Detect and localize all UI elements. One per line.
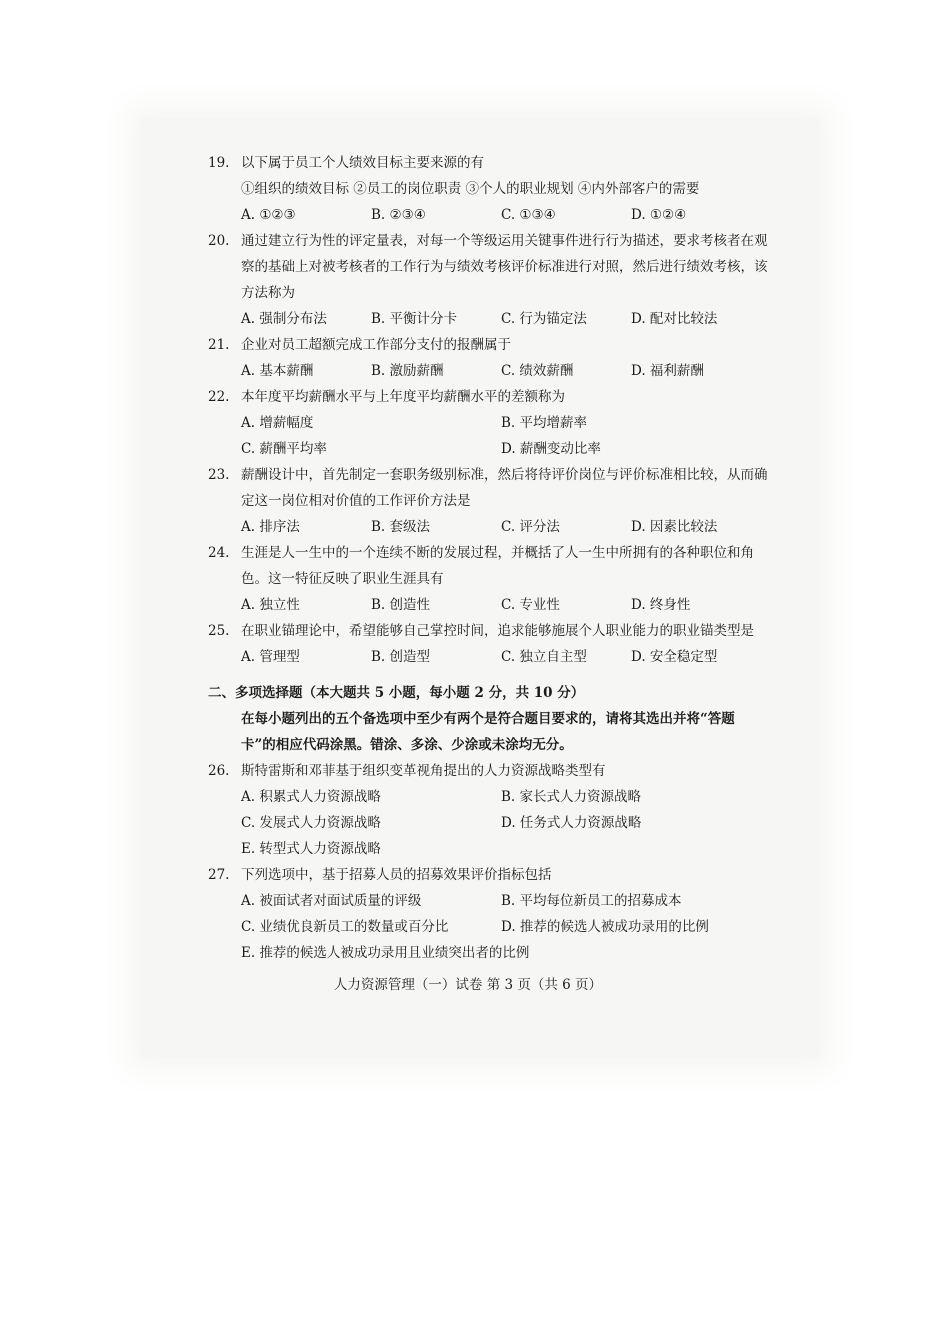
option-b: B. 家长式人力资源战略 — [501, 789, 642, 805]
question-stem: 下列选项中，基于招募人员的招募效果评价指标包括 — [241, 867, 552, 883]
question-number: 20. — [208, 233, 230, 249]
question-stem: 通过建立行为性的评定量表，对每一个等级运用关键事件进行行为描述，要求考核者在观察的基础上对被考核者的工作行为与绩效考核评价标准进行对照，然后进行绩效考核，该方法称为 — [241, 233, 768, 301]
option-d: D. 因素比较法 — [631, 519, 718, 535]
question-23 — [208, 462, 768, 540]
option-a: A. 积累式人力资源战略 — [241, 789, 381, 805]
option-d: D. 终身性 — [631, 597, 691, 613]
option-b: B. 创造性 — [371, 597, 431, 613]
question-number: 19. — [208, 155, 230, 171]
option-b: B. 平均增薪率 — [501, 415, 588, 431]
option-a: A. 基本薪酬 — [241, 363, 314, 379]
question-stem: 企业对员工超额完成工作部分支付的报酬属于 — [241, 337, 511, 353]
option-c: C. 独立自主型 — [501, 649, 587, 665]
option-d: D. ①②④ — [631, 207, 687, 223]
option-a: A. 管理型 — [241, 649, 300, 665]
question-stem: 在职业锚理论中，希望能够自己掌控时间，追求能够施展个人职业能力的职业锚类型是 — [241, 623, 754, 639]
question-number: 26. — [208, 763, 230, 779]
option-d: D. 任务式人力资源战略 — [501, 815, 642, 831]
question-stem: 本年度平均薪酬水平与上年度平均薪酬水平的差额称为 — [241, 389, 565, 405]
question-number: 25. — [208, 623, 230, 639]
question-20 — [208, 228, 768, 332]
option-a: A. 强制分布法 — [241, 311, 327, 327]
option-a: A. 排序法 — [241, 519, 300, 535]
option-c: C. 薪酬平均率 — [241, 441, 327, 457]
section-instructions: 在每小题列出的五个备选项中至少有两个是符合题目要求的，请将其选出并将“答题卡”的相应代码涂黑。错涂、多涂、少涂或未涂均无分。 — [241, 711, 735, 753]
page-footer: 人力资源管理（一）试卷 第 3 页（共 6 页） — [333, 977, 603, 993]
option-b: B. 平均每位新员工的招募成本 — [501, 893, 682, 909]
option-b: B. 套级法 — [371, 519, 431, 535]
question-extra-line: ①组织的绩效目标 ②员工的岗位职责 ③个人的职业规划 ④内外部客户的需要 — [241, 181, 700, 197]
section-heading: 二、多项选择题（本大题共 5 小题，每小题 2 分，共 10 分） — [208, 685, 585, 701]
option-b: B. 激励薪酬 — [371, 363, 444, 379]
question-number: 27. — [208, 867, 230, 883]
question-27 — [208, 862, 768, 966]
question-24 — [208, 540, 768, 618]
option-d: D. 薪酬变动比率 — [501, 441, 601, 457]
option-a: A. 独立性 — [241, 597, 300, 613]
option-c: C. 评分法 — [501, 519, 560, 535]
question-stem: 斯特雷斯和邓菲基于组织变革视角提出的人力资源战略类型有 — [241, 763, 606, 779]
option-b: B. 平衡计分卡 — [371, 311, 458, 327]
option-c: C. 专业性 — [501, 597, 560, 613]
option-d: D. 福利薪酬 — [631, 363, 704, 379]
option-c: C. ①③④ — [501, 207, 556, 223]
exam-content — [208, 150, 768, 998]
question-number: 22. — [208, 389, 230, 405]
option-e: E. 推荐的候选人被成功录用且业绩突出者的比例 — [241, 945, 530, 961]
question-26 — [208, 758, 768, 862]
question-22 — [208, 384, 768, 462]
question-19 — [208, 150, 768, 228]
question-number: 24. — [208, 545, 230, 561]
option-a: A. 增薪幅度 — [241, 415, 314, 431]
option-d: D. 推荐的候选人被成功录用的比例 — [501, 919, 709, 935]
question-stem: 以下属于员工个人绩效目标主要来源的有 — [241, 155, 484, 171]
question-25 — [208, 618, 768, 670]
question-stem: 生涯是人一生中的一个连续不断的发展过程，并概括了人一生中所拥有的各种职位和角色。这一特征反映了职业生涯具有 — [241, 545, 754, 587]
question-21 — [208, 332, 768, 384]
option-b: B. 创造型 — [371, 649, 431, 665]
option-c: C. 绩效薪酬 — [501, 363, 574, 379]
option-b: B. ②③④ — [371, 207, 426, 223]
option-a: A. ①②③ — [241, 207, 296, 223]
option-c: C. 行为锚定法 — [501, 311, 587, 327]
question-number: 23. — [208, 467, 230, 483]
option-c: C. 业绩优良新员工的数量或百分比 — [241, 919, 449, 935]
option-a: A. 被面试者对面试质量的评级 — [241, 893, 422, 909]
question-number: 21. — [208, 337, 230, 353]
option-d: D. 安全稳定型 — [631, 649, 718, 665]
option-c: C. 发展式人力资源战略 — [241, 815, 381, 831]
option-e: E. 转型式人力资源战略 — [241, 841, 381, 857]
option-d: D. 配对比较法 — [631, 311, 718, 327]
question-stem: 薪酬设计中，首先制定一套职务级别标准，然后将待评价岗位与评价标准相比较，从而确定这一岗位相对价值的工作评价方法是 — [241, 467, 768, 509]
